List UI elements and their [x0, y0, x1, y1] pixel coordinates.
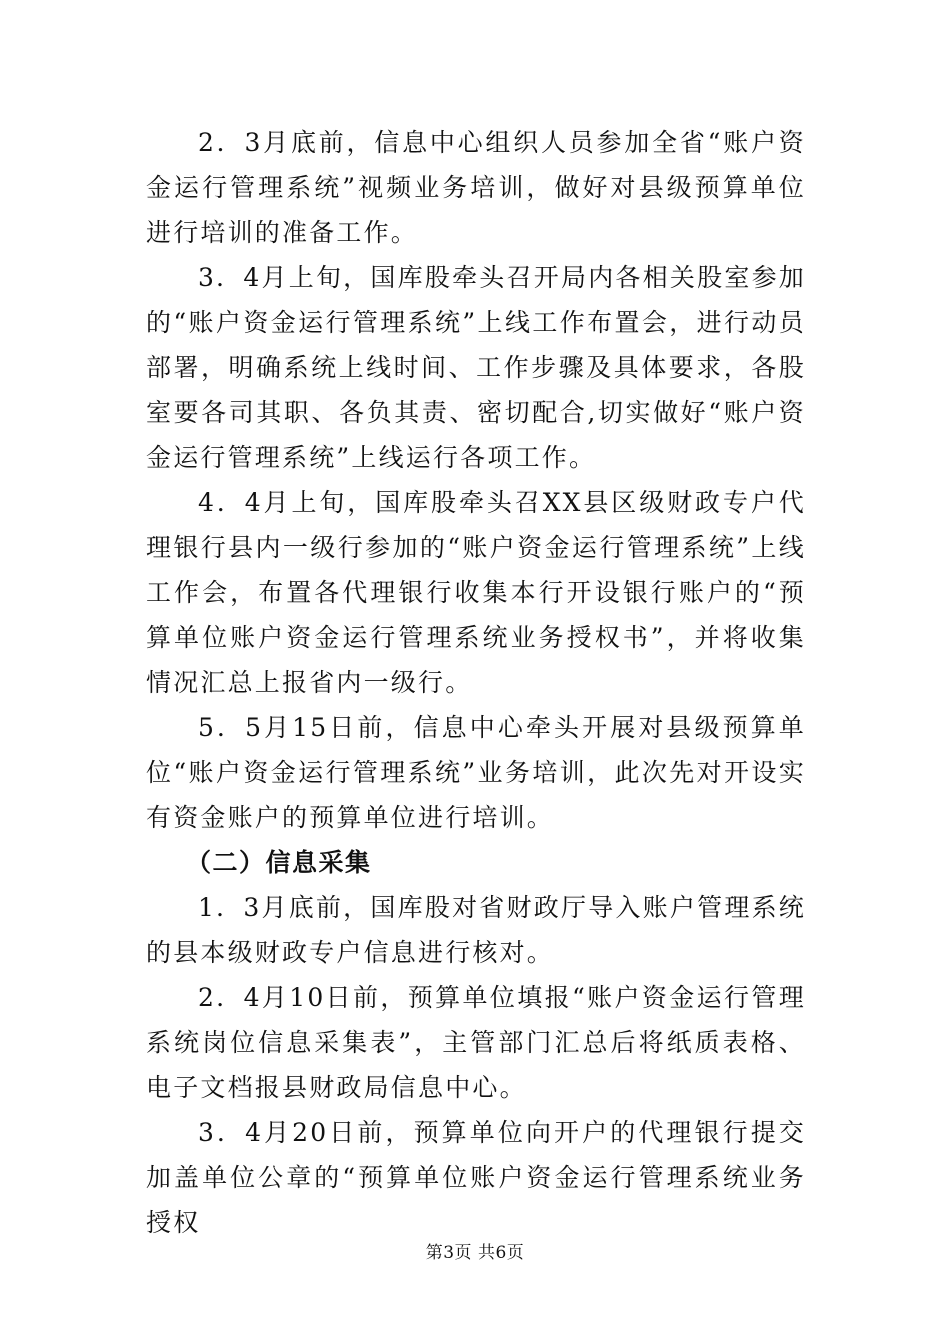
document-body — [146, 120, 806, 1245]
paragraph-training-3: 3．4月上旬，国库股牵头召开局内各相关股室参加的“账户资金运行管理系统”上线工作布置会，进行动员部署，明确系统上线时间、工作步骤及具体要求，各股室要各司其职、各负其责、密切配合,切实做好“账户资金运行管理系统”上线运行各项工作。 — [146, 263, 806, 472]
paragraph-training-4: 4．4月上旬，国库股牵头召XX县区级财政专户代理银行县内一级行参加的“账户资金运行管理系统”上线工作会，布置各代理银行收集本行开设银行账户的“预算单位账户资金运行管理系统业务授权书”，并将收集情况汇总上报省内一级行。 — [146, 488, 806, 697]
paragraph-training-5: 5．5月15日前，信息中心牵头开展对县级预算单位“账户资金运行管理系统”业务培训，此次先对开设实有资金账户的预算单位进行培训。 — [146, 713, 806, 832]
section-heading-info-collection: （二）信息采集 — [186, 848, 372, 877]
paragraph-collection-1: 1．3月底前，国库股对省财政厅导入账户管理系统的县本级财政专户信息进行核对。 — [146, 893, 806, 967]
paragraph-collection-2: 2．4月10日前，预算单位填报“账户资金运行管理系统岗位信息采集表”，主管部门汇总后将纸质表格、电子文档报县财政局信息中心。 — [146, 983, 806, 1102]
page-number-footer: 第3页 共6页 — [425, 1243, 525, 1263]
paragraph-collection-3: 3．4月20日前，预算单位向开户的代理银行提交加盖单位公章的“预算单位账户资金运行管理系统业务授权 — [146, 1118, 806, 1237]
paragraph-training-2: 2．3月底前，信息中心组织人员参加全省“账户资金运行管理系统”视频业务培训，做好对县级预算单位进行培训的准备工作。 — [146, 128, 806, 247]
